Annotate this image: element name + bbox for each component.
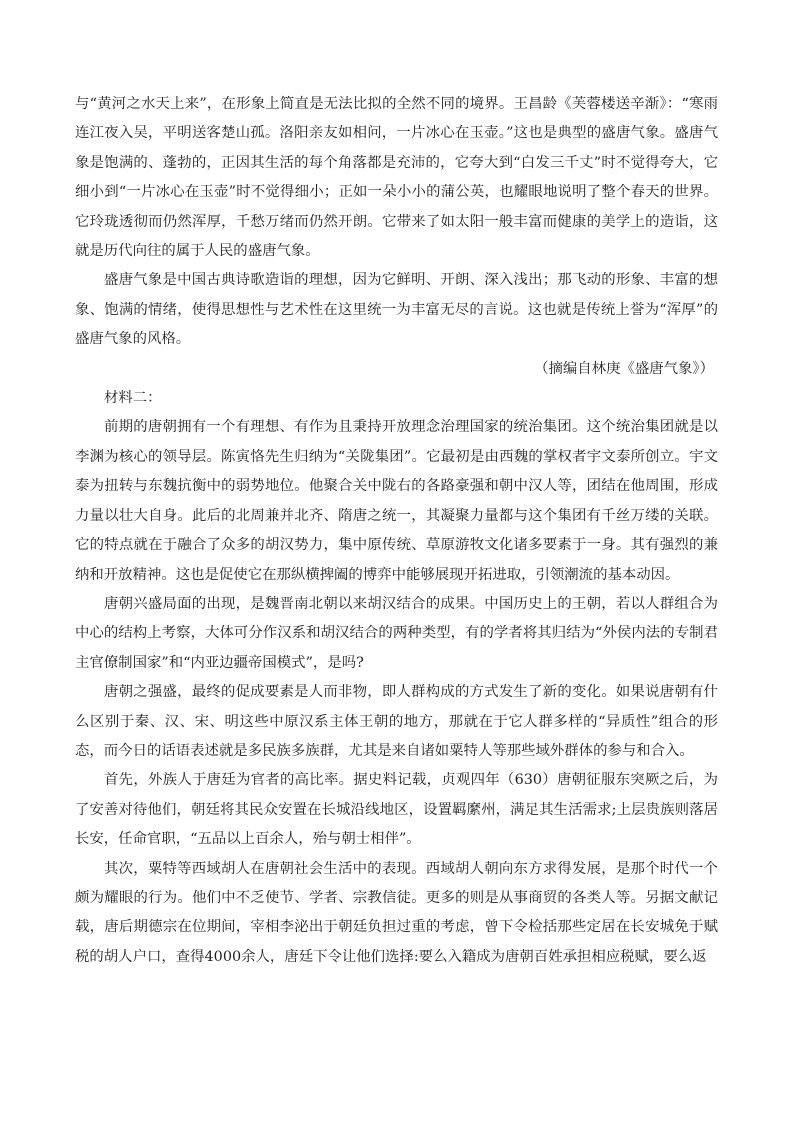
material1-source-citation: （摘编自林庚《盛唐气象》） — [534, 360, 714, 377]
document-page — [75, 90, 718, 972]
material2-paragraph-2: 唐朝兴盛局面的出现，是魏晋南北朝以来胡汉结合的成果。中国历史上的王朝，若以人群组合为中心的结构上考察，大体可分作汉系和胡汉结合的两种类型，有的学者将其归结为“外侯内法的专制君主官僚制国家”和“内亚边疆帝国模式”，是吗? — [75, 595, 718, 671]
material2-paragraph-1: 前期的唐朝拥有一个有理想、有作为且秉持开放理念治理国家的统治集团。这个统治集团就是以李渊为核心的领导层。陈寅恪先生归纳为“关陇集团”。它最初是由西魏的掌权者宇文泰所创立。宇文泰为扭转与东魏抗衡中的弱势地位。他聚合关中陇右的各路豪强和朝中汉人等，团结在他周围，形成力量以壮大自身。此后的北周兼并北齐、隋唐之统一，其凝聚力量都与这个集团有千丝万缕的关联。它的特点就在于融合了众多的胡汉势力，集中原传统、草原游牧文化诸多要素于一身。其有强烈的兼纳和开放精神。这也是促使它在那纵横捭阖的博弈中能够展现开拓进取，引领潮流的基本动因。 — [75, 419, 718, 583]
material2-paragraph-3: 唐朝之强盛，最终的促成要素是人而非物，即人群构成的方式发生了新的变化。如果说唐朝有什么区别于秦、汉、宋、明这些中原汉系主体王朝的地方，那就在于它人群多样的“异质性”组合的形态，而今日的话语表述就是多民族多族群，尤其是来自诸如粟特人等那些域外群体的参与和合入。 — [75, 684, 718, 759]
material1-paragraph-2: 盛唐气象是中国古典诗歌造诣的理想，因为它鲜明、开朗、深入浅出；那飞动的形象、丰富的想象、饱满的情绪，使得思想性与艺术性在这里统一为丰富无尽的言说。这也就是传统上誉为“浑厚”的盛唐气象的风格。 — [75, 272, 718, 348]
material2-heading: 材料二： — [104, 390, 162, 407]
material2-paragraph-4: 首先，外族人于唐廷为官者的高比率。据史料记载，贞观四年（630）唐朝征服东突厥之后，为了安善对待他们，朝廷将其民众安置在长城沿线地区，设置羁縻州，满足其生活需求;上层贵族则落居长安，任命官职，“五品以上百余人，殆与朝士相伴”。 — [75, 772, 718, 848]
material2-paragraph-5: 其次，粟特等西域胡人在唐朝社会生活中的表现。西域胡人朝向东方求得发展，是那个时代一个颇为耀眼的行为。他们中不乏使节、学者、宗教信徒。更多的则是从事商贸的各类人等。另据文献记载，唐后期德宗在位期间，宰相李泌出于朝廷负担过重的考虑，曾下令检括那些定居在长安城免于赋税的胡人户口，查得4000余人，唐廷下令让他们选择:要么入籍成为唐朝百姓承担相应税赋，要么返 — [75, 860, 718, 965]
material1-paragraph-1: 与“黄河之水天上来”，在形象上简直是无法比拟的全然不同的境界。王昌龄《芙蓉楼送辛渐》：“寒雨连江夜入吴，平明送客楚山孤。洛阳亲友如相问，一片冰心在玉壶。”这也是典型的盛唐气象。盛唐气象是饱满的、蓬勃的，正因其生活的每个角落都是充沛的，它夸大到“白发三千丈”时不觉得夸大，它细小到“一片冰心在玉壶”时不觉得细小；正如一朵小小的蒲公英，也耀眼地说明了整个春天的世界。它玲珑透彻而仍然浑厚，千愁万绪而仍然开朗。它带来了如太阳一般丰富而健康的美学上的造诣，这就是历代向往的属于人民的盛唐气象。 — [75, 96, 718, 260]
